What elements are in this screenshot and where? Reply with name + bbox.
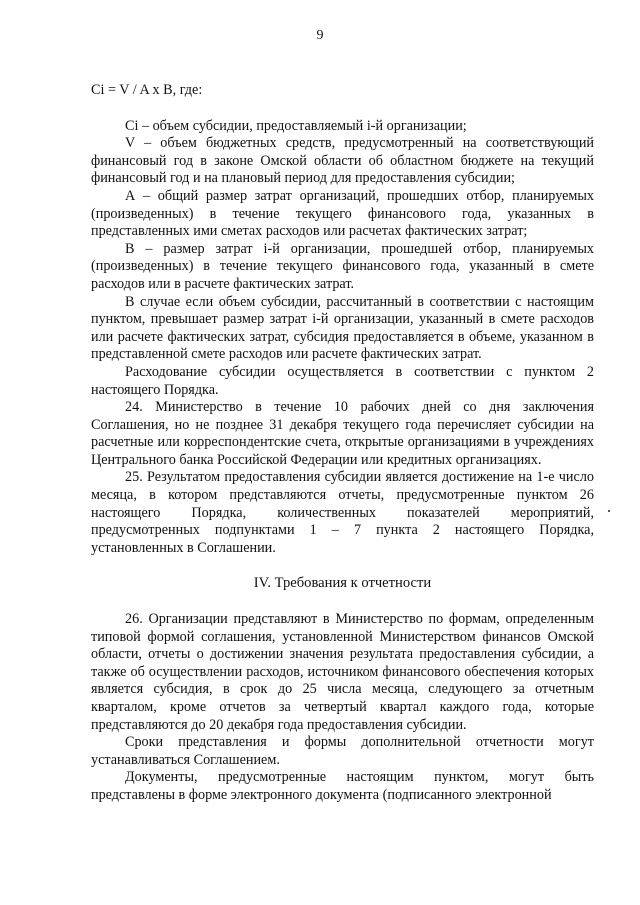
paragraph-reporting-deadlines: Сроки представления и формы дополнительной отчетности могут устанавливаться Соглашением. [91,734,594,768]
paragraph-subsidy-spending: Расходование субсидии осуществляется в соответствии с пунктом 2 настоящего Порядка. [91,363,594,398]
paragraph-25: 25. Результатом предоставления субсидии является достижение на 1-е число месяца, в котором представляются отчеты, предусмотренные пунктом 26 настоящего Порядка, количественных показателей мероприятий, предусмотренных подпунктами 1 – 7 пункта 2 настоящего Порядка, установленных в Соглашении. [91,469,594,556]
definition-ci: Ci – объем субсидии, предоставляемый i-й организации; [125,117,467,134]
definition-a: А – общий размер затрат организаций, прошедших отбор, планируемых (произведенных) в течение текущего финансового года, указанных в представленных ими сметах расходов или расчетах фактических затрат; [91,187,594,240]
definition-v: V – объем бюджетных средств, предусмотренный на соответствующий финансовый год в законе Омской области об областном бюджете на текущий финансовый год и на плановый период для предоставления субсидии; [91,135,594,187]
page-number: 9 [316,28,324,43]
paragraph-subsidy-limit: В случае если объем субсидии, рассчитанный в соответствии с настоящим пунктом, превышает размер затрат i-й организации, указанный в смете расходов или расчете фактических затрат, субсидия предоставляется в объеме, указанном в представленной смете расходов или расчете фактических затрат. [91,293,594,363]
definition-b: В – размер затрат i-й организации, прошедшей отбор, планируемых (произведенных) в течение текущего финансового года, указанный в смете расходов или в расчете фактических затрат. [91,240,594,292]
document-body [91,82,594,805]
section-heading: IV. Требования к отчетности [253,575,432,592]
paragraph-24: 24. Министерство в течение 10 рабочих дней со дня заключения Соглашения, но не позднее 31 декабря текущего года перечисляет субсидии на расчетные или корреспондентские счета, открытые организациями в учреждениях Центрального банка Российской Федерации или кредитных организациях. [91,399,594,468]
formula: Ci = V / A x B, где: [91,82,203,98]
paragraph-electronic-documents: Документы, предусмотренные настоящим пунктом, могут быть представлены в форме электронного документа (подписанного электронной [91,769,594,803]
paragraph-26: 26. Организации представляют в Министерство по формам, определенным типовой формой соглашения, установленной Министерством финансов Омской области, отчеты о достижении значения результата предоставления субсидии, а также об осуществлении расходов, источником финансового обеспечения которых является субсидия, в срок до 25 числа месяца, следующего за отчетным кварталом, кроме отчетов за четвертый квартал каждого года, которые представляются до 20 декабря года предоставления субсидии. [91,611,594,733]
margin-mark [608,510,610,512]
